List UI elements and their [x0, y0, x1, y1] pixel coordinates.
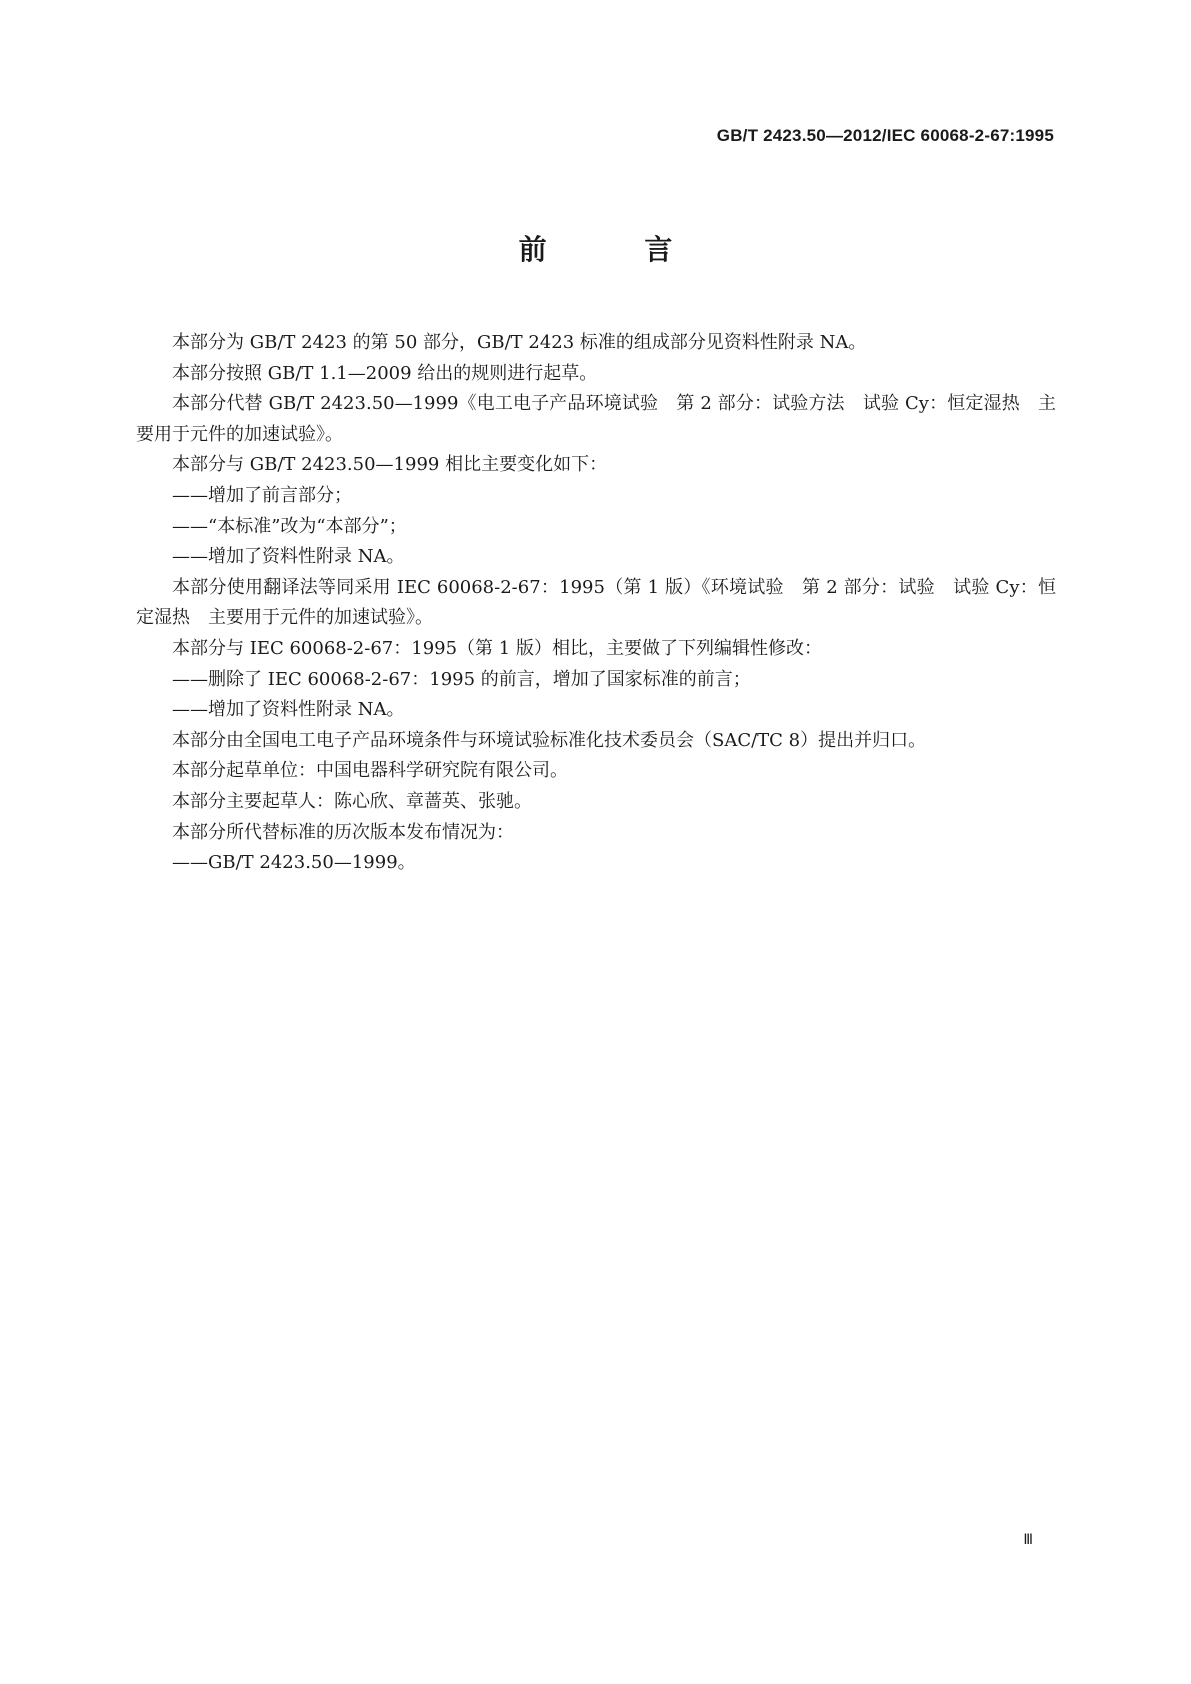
list-item: ——删除了 IEC 60068-2-67：1995 的前言，增加了国家标准的前言；: [172, 668, 751, 690]
paragraph: 本部分与 IEC 60068-2-67：1995（第 1 版）相比，主要做了下列编辑性修改：: [172, 637, 822, 659]
list-item: ——增加了前言部分；: [172, 484, 352, 506]
paragraph: 本部分由全国电工电子产品环境条件与环境试验标准化技术委员会（SAC/TC 8）提出并归口。: [172, 729, 927, 751]
list-item: ——GB/T 2423.50—1999。: [172, 852, 416, 874]
paragraph: 本部分为 GB/T 2423 的第 50 部分，GB/T 2423 标准的组成部分见资料性附录 NA。: [172, 332, 867, 353]
paragraph: 本部分主要起草人：陈心欣、章蔷英、张驰。: [172, 790, 532, 812]
paragraph: 本部分使用翻译法等同采用 IEC 60068-2-67：1995（第 1 版）《环境试验 第 2 部分：试验 试验 Cy：恒定湿热 主要用于元件的加速试验》。: [136, 576, 1056, 629]
list-item: ——“本标准”改为“本部分”；: [172, 515, 407, 537]
paragraph: 本部分与 GB/T 2423.50—1999 相比主要变化如下：: [172, 454, 608, 476]
paragraph: 本部分起草单位：中国电器科学研究院有限公司。: [172, 760, 568, 782]
page-number: Ⅲ: [1023, 1532, 1033, 1548]
paragraph: 本部分代替 GB/T 2423.50—1999《电工电子产品环境试验 第 2 部分：试验方法 试验 Cy：恒定湿热 主要用于元件的加速试验》。: [136, 393, 1056, 445]
standard-number-header: GB/T 2423.50—2012/IEC 60068-2-67:1995: [716, 126, 1054, 145]
list-item: ——增加了资料性附录 NA。: [172, 699, 405, 721]
paragraph: 本部分所代替标准的历次版本发布情况为：: [172, 821, 514, 843]
list-item: ——增加了资料性附录 NA。: [172, 546, 405, 568]
paragraph: 本部分按照 GB/T 1.1—2009 给出的规则进行起草。: [172, 362, 598, 384]
foreword-body: [136, 328, 1056, 879]
page-title: 前 言: [518, 233, 717, 266]
